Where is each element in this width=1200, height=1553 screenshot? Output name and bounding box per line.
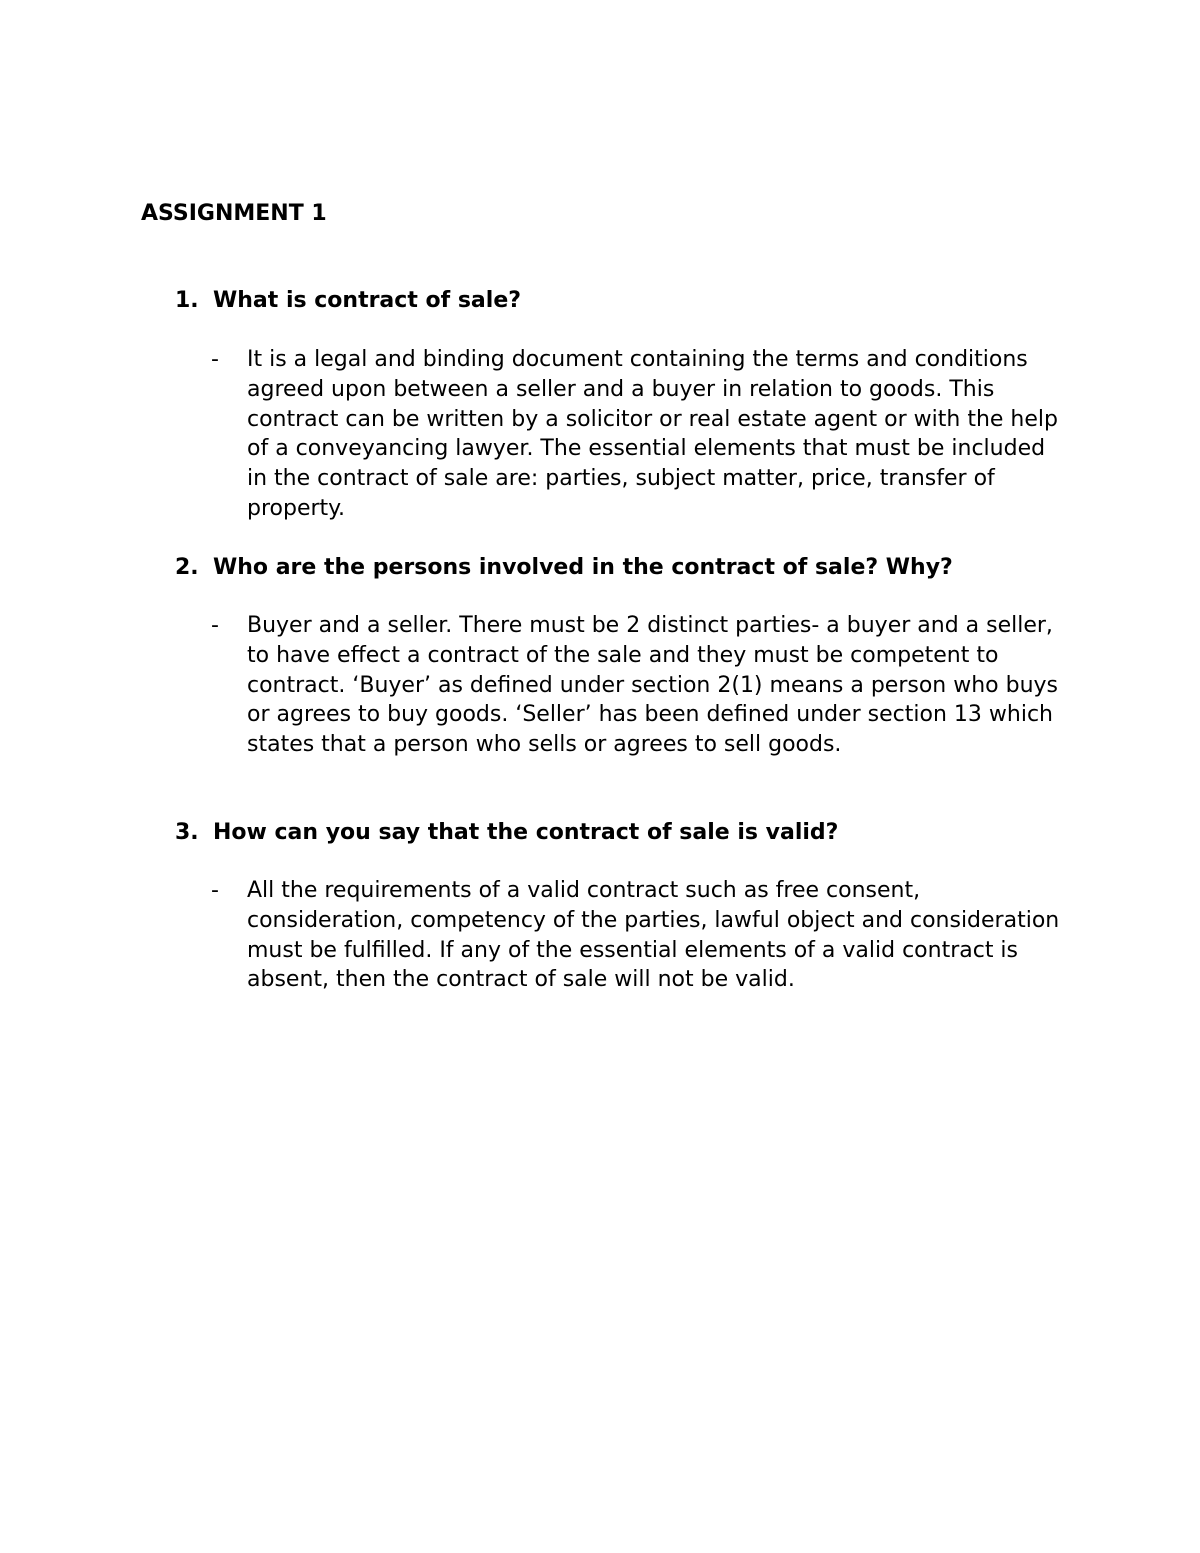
document-title: ASSIGNMENT 1: [141, 201, 327, 226]
question-2: [175, 553, 953, 583]
question-text: Who are the persons involved in the contract of sale? Why?: [213, 555, 953, 580]
answer-3: [211, 876, 1071, 995]
answer-text: It is a legal and binding document containing the terms and conditions agreed upon between a seller and a buyer in relation to goods. This contract can be written by a solicitor or real estate agent or with the help of a conveyancing lawyer. The essential elements that must be included in the contract of sale are: parties, subject matter, price, transfer of property.: [247, 347, 1058, 521]
question-text: What is contract of sale?: [213, 288, 521, 313]
bullet-dash: -: [211, 347, 219, 372]
question-3: [175, 818, 838, 848]
question-number: 1.: [175, 288, 199, 313]
question-number: 2.: [175, 555, 199, 580]
answer-2: [211, 611, 1071, 760]
bullet-dash: -: [211, 613, 219, 638]
question-1: [175, 286, 521, 316]
question-number: 3.: [175, 820, 199, 845]
question-text: How can you say that the contract of sale is valid?: [213, 820, 839, 845]
bullet-dash: -: [211, 878, 219, 903]
answer-text: All the requirements of a valid contract such as free consent, consideration, competency of the parties, lawful object and consideration must be fulfilled. If any of the essential elements of a valid contract is absent, then the contract of sale will not be valid.: [247, 878, 1060, 993]
answer-1: [211, 345, 1071, 524]
answer-text: Buyer and a seller. There must be 2 distinct parties- a buyer and a seller, to have effect a contract of the sale and they must be competent to contract. ‘Buyer’ as defined under section 2(1) means a person who buys or agrees to buy goods. ‘Seller’ has been defined under section 13 which states that a person who sells or agrees to sell goods.: [247, 613, 1059, 758]
